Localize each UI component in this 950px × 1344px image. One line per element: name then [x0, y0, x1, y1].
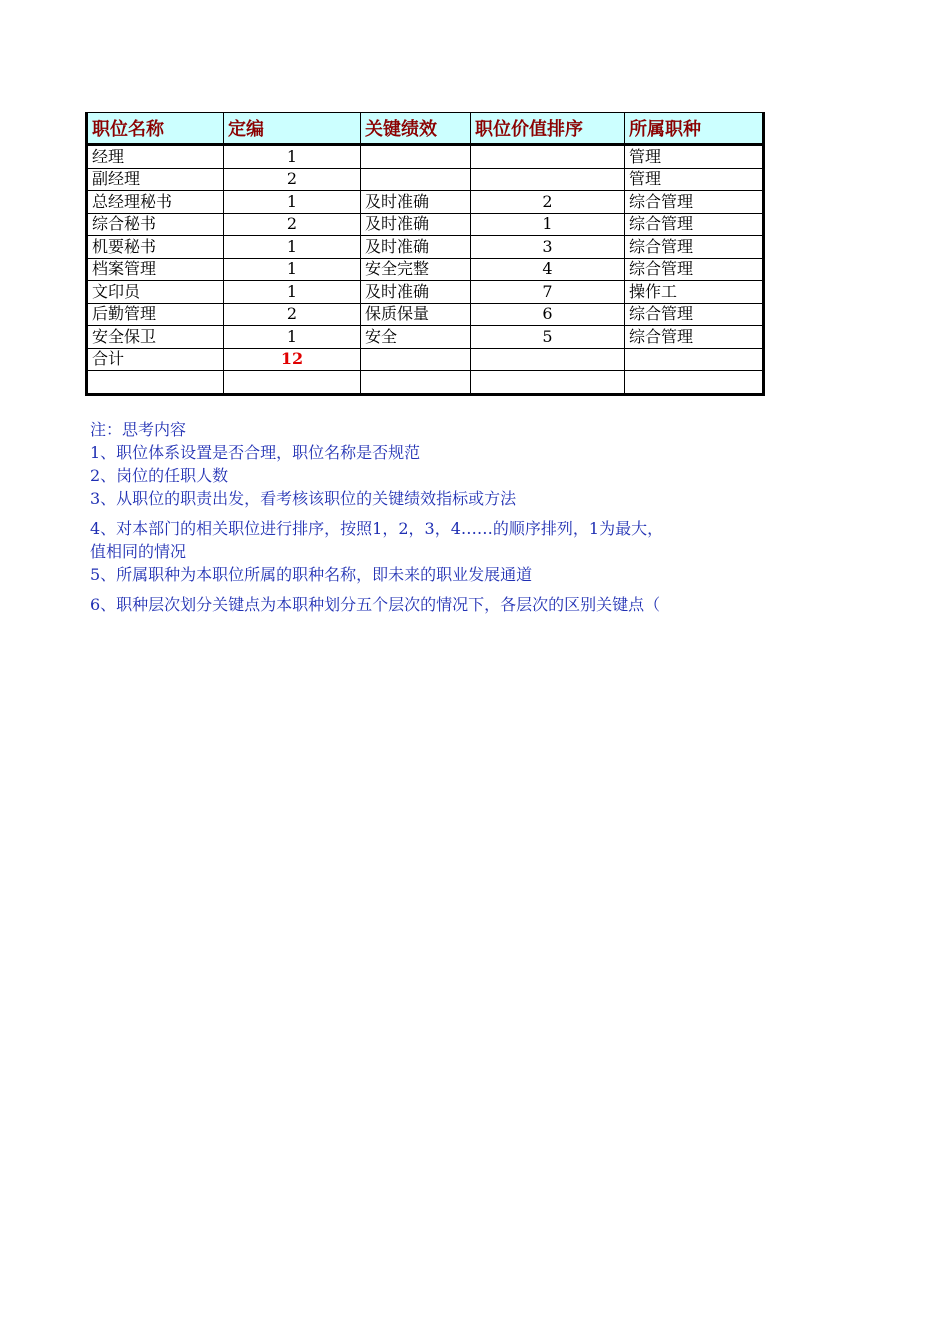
- note-item-6: 6、职种层次划分关键点为本职种划分五个层次的情况下，各层次的区别关键点（: [90, 595, 661, 614]
- note-item-1: 1、职位体系设置是否合理，职位名称是否规范: [90, 443, 421, 462]
- cell-value-rank[interactable]: 2: [471, 191, 625, 214]
- cell-headcount[interactable]: 1: [224, 258, 361, 281]
- table-row: [87, 213, 764, 236]
- cell-key-performance[interactable]: [361, 145, 471, 169]
- table-row: [87, 145, 764, 169]
- note-item-2: 2、岗位的任职人数: [90, 466, 229, 485]
- cell-headcount[interactable]: 1: [224, 281, 361, 304]
- table-row: [87, 258, 764, 281]
- cell-key-performance[interactable]: 安全: [361, 326, 471, 349]
- note-item-5: 5、所属职种为本职位所属的职种名称，即未来的职业发展通道: [90, 565, 533, 584]
- cell-value-rank[interactable]: [471, 168, 625, 191]
- cell-key-performance[interactable]: 安全完整: [361, 258, 471, 281]
- cell-value-rank[interactable]: 6: [471, 303, 625, 326]
- cell-value-rank[interactable]: 4: [471, 258, 625, 281]
- total-label[interactable]: 合计: [87, 348, 224, 371]
- cell-position-name[interactable]: 安全保卫: [87, 326, 224, 349]
- cell-position-name[interactable]: 档案管理: [87, 258, 224, 281]
- table-row: [87, 236, 764, 259]
- cell-headcount[interactable]: 2: [224, 303, 361, 326]
- table-row: [87, 303, 764, 326]
- cell-key-performance[interactable]: [361, 168, 471, 191]
- header-row: [87, 113, 764, 145]
- cell-value-rank[interactable]: 7: [471, 281, 625, 304]
- cell-headcount[interactable]: 2: [224, 168, 361, 191]
- cell-headcount[interactable]: 1: [224, 191, 361, 214]
- empty-cell[interactable]: [471, 348, 625, 371]
- empty-row: [87, 371, 764, 395]
- cell-position-name[interactable]: 副经理: [87, 168, 224, 191]
- cell-headcount[interactable]: 1: [224, 145, 361, 169]
- cell-value-rank[interactable]: 3: [471, 236, 625, 259]
- cell-position-name[interactable]: 机要秘书: [87, 236, 224, 259]
- cell-headcount[interactable]: 1: [224, 236, 361, 259]
- cell-position-name[interactable]: 文印员: [87, 281, 224, 304]
- note-item-4-continued: 值相同的情况: [90, 542, 187, 561]
- header-key-performance[interactable]: 关键绩效: [361, 113, 471, 145]
- empty-cell[interactable]: [625, 348, 764, 371]
- cell-position-name[interactable]: 经理: [87, 145, 224, 169]
- position-table-sheet: [85, 112, 762, 396]
- cell-key-performance[interactable]: 及时准确: [361, 191, 471, 214]
- table-row: [87, 281, 764, 304]
- table-row: [87, 326, 764, 349]
- empty-cell[interactable]: [625, 371, 764, 395]
- empty-cell[interactable]: [87, 371, 224, 395]
- cell-job-family[interactable]: 综合管理: [625, 213, 764, 236]
- cell-job-family[interactable]: 综合管理: [625, 326, 764, 349]
- cell-key-performance[interactable]: 及时准确: [361, 213, 471, 236]
- cell-headcount[interactable]: 2: [224, 213, 361, 236]
- cell-key-performance[interactable]: 及时准确: [361, 281, 471, 304]
- empty-cell[interactable]: [471, 371, 625, 395]
- notes-section: [90, 418, 762, 616]
- note-item-4: 4、对本部门的相关职位进行排序，按照1，2，3，4……的顺序排列，1为最大，: [90, 519, 664, 538]
- cell-job-family[interactable]: 综合管理: [625, 258, 764, 281]
- cell-job-family[interactable]: 综合管理: [625, 303, 764, 326]
- cell-value-rank[interactable]: 5: [471, 326, 625, 349]
- cell-key-performance[interactable]: 保质保量: [361, 303, 471, 326]
- cell-job-family[interactable]: 管理: [625, 168, 764, 191]
- total-row: [87, 348, 764, 371]
- cell-position-name[interactable]: 后勤管理: [87, 303, 224, 326]
- table-row: [87, 168, 764, 191]
- cell-job-family[interactable]: 操作工: [625, 281, 764, 304]
- notes-title: 注：思考内容: [90, 420, 187, 439]
- cell-position-name[interactable]: 总经理秘书: [87, 191, 224, 214]
- total-headcount[interactable]: 12: [224, 348, 361, 371]
- header-value-rank[interactable]: 职位价值排序: [471, 113, 625, 145]
- note-item-3: 3、从职位的职责出发，看考核该职位的关键绩效指标或方法: [90, 489, 517, 508]
- empty-cell[interactable]: [224, 371, 361, 395]
- empty-cell[interactable]: [361, 348, 471, 371]
- header-position-name[interactable]: 职位名称: [87, 113, 224, 145]
- cell-position-name[interactable]: 综合秘书: [87, 213, 224, 236]
- cell-job-family[interactable]: 综合管理: [625, 191, 764, 214]
- cell-value-rank[interactable]: 1: [471, 213, 625, 236]
- table-row: [87, 191, 764, 214]
- header-headcount[interactable]: 定编: [224, 113, 361, 145]
- position-table: [85, 112, 765, 396]
- cell-value-rank[interactable]: [471, 145, 625, 169]
- header-job-family[interactable]: 所属职种: [625, 113, 764, 145]
- cell-job-family[interactable]: 综合管理: [625, 236, 764, 259]
- cell-headcount[interactable]: 1: [224, 326, 361, 349]
- cell-key-performance[interactable]: 及时准确: [361, 236, 471, 259]
- empty-cell[interactable]: [361, 371, 471, 395]
- cell-job-family[interactable]: 管理: [625, 145, 764, 169]
